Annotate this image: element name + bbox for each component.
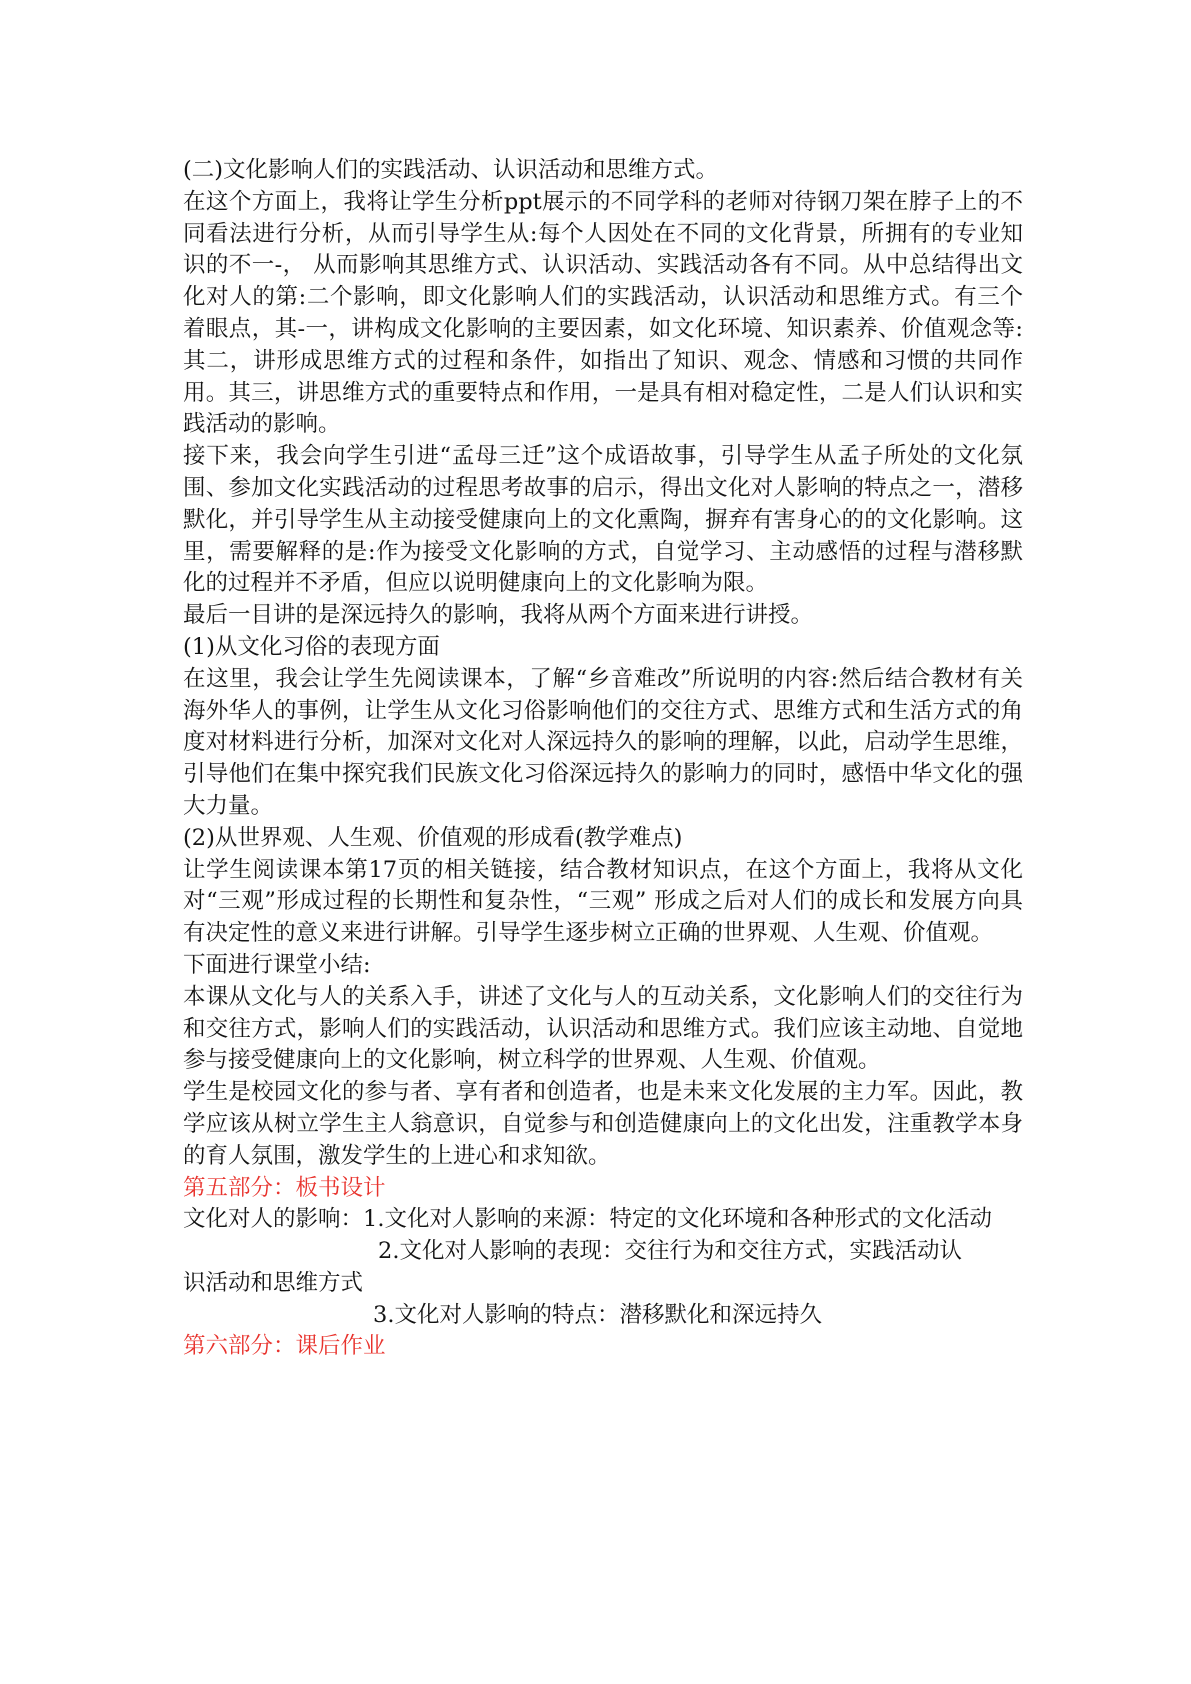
board-design-line-2: 2.文化对人影响的表现：交往行为和交往方式，实践活动认 bbox=[378, 1238, 962, 1265]
section-two-heading: (二)文化影响人们的实践活动、认识活动和思维方式。 bbox=[183, 157, 719, 183]
part-five-heading: 第五部分：板书设计 bbox=[183, 1174, 386, 1201]
document-page bbox=[183, 155, 1023, 1363]
board-design-line-1: 文化对人的影响：1.文化对人影响的来源：特定的文化环境和各种形式的文化活动 bbox=[183, 1206, 992, 1233]
point-one-heading: (1)从文化习俗的表现方面 bbox=[183, 633, 440, 660]
section-two-paragraph-1: 在这个方面上，我将让学生分析ppt展示的不同学科的老师对待钢刀架在脖子上的不同看法进行分析，从而引导学生从:每个人因处在不同的文化背景，所拥有的专业知识的不一-， 从而影响其思维方式、认识活动、实践活动各有不同。从中总结得出文化对人的第:二个影响，即文化影响人们的实践活动，认识活动和思维方式。有三个着眼点，其-一，讲构成文化影响的主要因素，如文化环境、知识素养、价值观念等:其二，讲形成思维方式的过程和条件，如指出了知识、观念、情感和习惯的共同作用。其三，讲思维方式的重要特点和作用，一是具有相对稳定性，二是人们认识和实践活动的影响。 bbox=[183, 188, 1023, 438]
section-two-paragraph-3: 最后一目讲的是深远持久的影响，我将从两个方面来进行讲授。 bbox=[183, 602, 814, 629]
summary-intro: 下面进行课堂小结: bbox=[183, 951, 371, 978]
board-design-line-3: 3.文化对人影响的特点：潜移默化和深远持久 bbox=[373, 1301, 822, 1328]
summary-body-2: 学生是校园文化的参与者、享有者和创造者，也是未来文化发展的主力军。因此，教学应该从树立学生主人翁意识，自觉参与和创造健康向上的文化出发，注重教学本身的育人氛围，激发学生的上进心和求知欲。 bbox=[183, 1079, 1023, 1169]
point-two-heading: (2)从世界观、人生观、价值观的形成看(教学难点) bbox=[183, 824, 683, 851]
point-one-body: 在这里，我会让学生先阅读课本，了解“乡音难改”所说明的内容:然后结合教材有关海外华人的事例，让学生从文化习俗影响他们的交往方式、思维方式和生活方式的角度对材料进行分析，加深对文化对人深远持久的影响的理解，以此，启动学生思维，引导他们在集中探究我们民族文化习俗深远持久的影响力的同时，感悟中华文化的强大力量。 bbox=[183, 665, 1023, 819]
part-six-heading: 第六部分：课后作业 bbox=[183, 1333, 386, 1360]
point-two-body: 让学生阅读课本第17页的相关链接，结合教材知识点，在这个方面上，我将从文化对“三观”形成过程的长期性和复杂性，“三观” 形成之后对人们的成长和发展方向具有决定性的意义来进行讲解。引导学生逐步树立正确的世界观、人生观、价值观。 bbox=[183, 856, 1023, 947]
board-design-line-2-continued: 识活动和思维方式 bbox=[183, 1269, 364, 1296]
section-two-paragraph-2: 接下来，我会向学生引进“孟母三迁”这个成语故事，引导学生从孟子所处的文化氛围、参加文化实践活动的过程思考故事的启示，得出文化对人影响的特点之一，潜移默化，并引导学生从主动接受健康向上的文化熏陶，摒弃有害身心的的文化影响。这里，需要解释的是:作为接受文化影响的方式，自觉学习、主动感悟的过程与潜移默化的过程并不矛盾，但应以说明健康向上的文化影响为限。 bbox=[183, 443, 1023, 597]
summary-body-1: 本课从文化与人的关系入手，讲述了文化与人的互动关系，文化影响人们的交往行为和交往方式，影响人们的实践活动，认识活动和思维方式。我们应该主动地、自觉地参与接受健康向上的文化影响，树立科学的世界观、人生观、价值观。 bbox=[183, 983, 1023, 1074]
